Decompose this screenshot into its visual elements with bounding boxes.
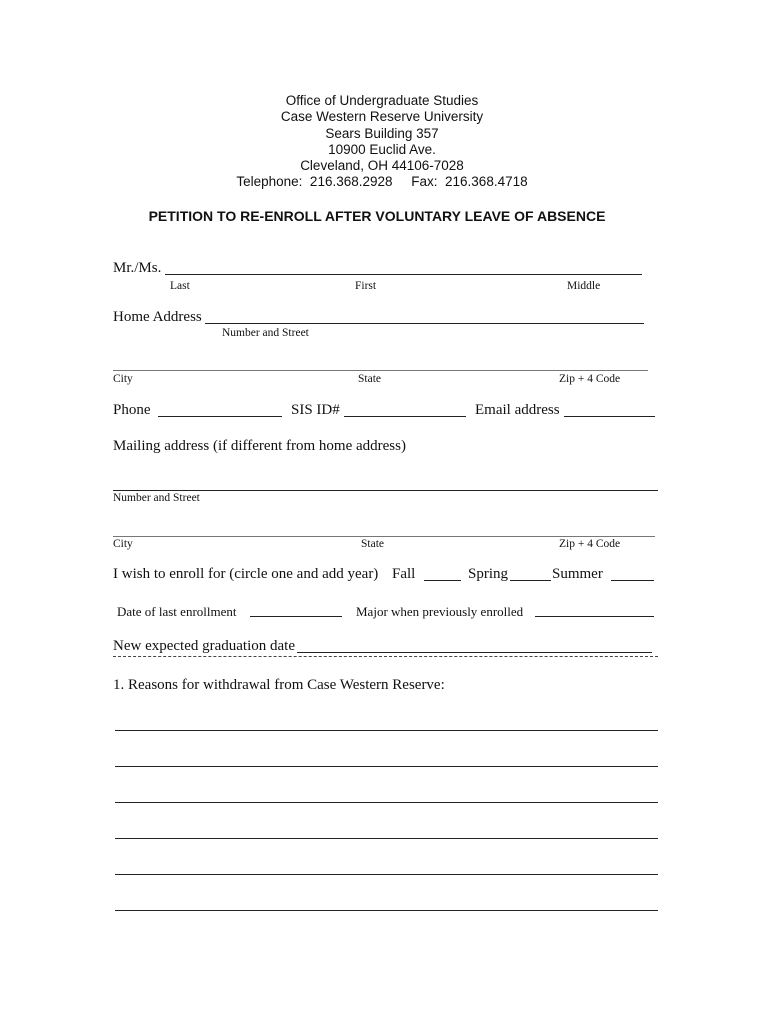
email-label: Email address (475, 402, 560, 418)
reason-line[interactable] (115, 838, 658, 839)
reasons-label: 1. Reasons for withdrawal from Case Western Reserve: (113, 677, 445, 693)
home-zip-caption: Zip + 4 Code (559, 373, 621, 385)
home-address-street-field[interactable] (205, 323, 644, 324)
reason-line[interactable] (115, 910, 658, 911)
home-address-label: Home Address (113, 309, 202, 325)
graduation-date-field[interactable] (297, 652, 652, 653)
home-city-state-zip-field[interactable] (113, 370, 648, 371)
fall-option[interactable]: Fall (392, 566, 416, 582)
building: Sears Building 357 (325, 125, 439, 141)
graduation-date-label: New expected graduation date (113, 638, 295, 654)
spring-year-field[interactable] (510, 580, 551, 581)
summer-year-field[interactable] (611, 580, 654, 581)
mailing-city-caption: City (113, 538, 133, 550)
mailing-city-state-zip-field[interactable] (113, 536, 655, 537)
fall-year-field[interactable] (424, 580, 461, 581)
enroll-label: I wish to enroll for (circle one and add year) (113, 566, 379, 582)
date-last-enrollment-label: Date of last enrollment (117, 604, 237, 619)
home-city-caption: City (113, 373, 133, 385)
contact-numbers: Telephone: 216.368.2928 Fax: 216.368.4718 (236, 174, 528, 190)
name-field[interactable] (165, 274, 642, 275)
university-name: Case Western Reserve University (280, 109, 484, 125)
section-divider (113, 656, 658, 657)
reason-line[interactable] (115, 730, 658, 731)
spring-option[interactable]: Spring (468, 566, 509, 582)
reason-line[interactable] (115, 766, 658, 767)
reason-line[interactable] (115, 874, 658, 875)
mailing-address-label: Mailing address (if different from home address) (113, 438, 406, 454)
mailing-street-field[interactable] (113, 490, 658, 491)
office-name: Office of Undergraduate Studies (285, 93, 479, 108)
sis-id-label: SIS ID# (291, 402, 340, 418)
mailing-zip-caption: Zip + 4 Code (559, 538, 621, 550)
email-field[interactable] (564, 416, 655, 417)
form-title: PETITION TO RE-ENROLL AFTER VOLUNTARY LEAVE OF ABSENCE (148, 208, 606, 224)
home-number-street-caption: Number and Street (222, 327, 309, 339)
city-state-zip: Cleveland, OH 44106-7028 (300, 158, 464, 174)
street-address: 10900 Euclid Ave. (328, 141, 436, 157)
major-field[interactable] (535, 616, 654, 617)
phone-field[interactable] (158, 416, 282, 417)
phone-label: Phone (113, 402, 151, 418)
office-header (0, 93, 764, 191)
last-name-caption: Last (170, 280, 190, 292)
name-label: Mr./Ms. (113, 260, 162, 276)
date-last-enrollment-field[interactable] (250, 616, 342, 617)
summer-option[interactable]: Summer (552, 566, 603, 582)
mailing-number-street-caption: Number and Street (113, 492, 200, 504)
reason-line[interactable] (115, 802, 658, 803)
first-name-caption: First (355, 280, 377, 292)
home-state-caption: State (358, 373, 381, 385)
major-label: Major when previously enrolled (356, 604, 524, 619)
mailing-state-caption: State (361, 538, 384, 550)
sis-id-field[interactable] (344, 416, 466, 417)
middle-name-caption: Middle (567, 280, 601, 292)
